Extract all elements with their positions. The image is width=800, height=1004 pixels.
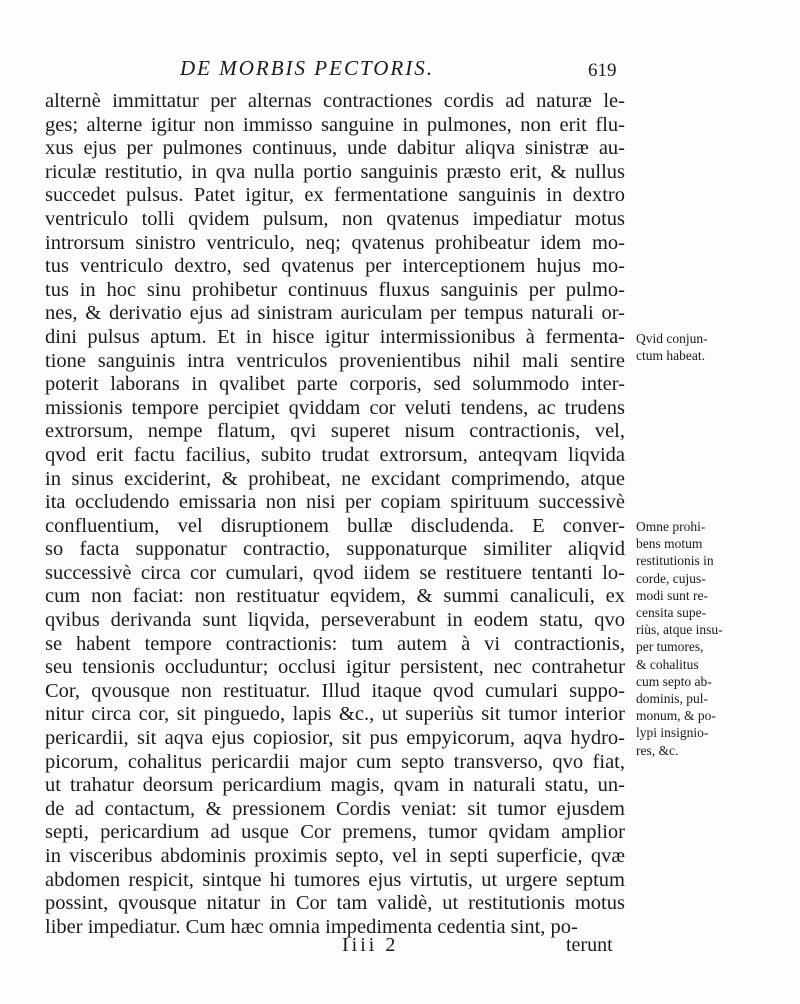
text-line: dini pulsus aptum. Et in hisce igitur intermissionibus à fermenta- bbox=[45, 325, 625, 348]
margin-note-line: dominis, pul- bbox=[636, 691, 709, 707]
text-line: ita occludendo emissaria non nisi per copiam spirituum successivè bbox=[45, 491, 625, 514]
margin-note-line: Qvid conjun- bbox=[636, 331, 708, 346]
text-line: extrorsum, nempe flatum, qvi superet nisum contractionis, vel, bbox=[45, 420, 625, 443]
margin-note-line: cum septo ab- bbox=[636, 673, 712, 689]
margin-note-line: monum, & po- bbox=[636, 708, 716, 724]
margin-note-line: restitutionis in bbox=[636, 553, 714, 569]
text-line: xus ejus per pulmones continuus, unde dabitur aliqva sinistræ au- bbox=[45, 137, 625, 160]
text-line: in sinus exciderint, & prohibeat, ne excidant comprimendo, atque bbox=[45, 467, 625, 490]
margin-note-line: Omne prohi- bbox=[636, 519, 706, 534]
text-line: alternè immittatur per alternas contractiones cordis ad naturæ le- bbox=[45, 90, 625, 112]
text-line: se habent tempore contractionis: tum autem à vi contractionis, bbox=[45, 632, 625, 655]
text-line: liber impediatur. Cum hæc omnia impedimenta cedentia sint, po- bbox=[45, 915, 578, 938]
text-line: succedet pulsus. Patet igitur, ex fermentatione sanguinis in dextro bbox=[45, 184, 625, 207]
text-line: pericardii, sit aqva ejus copiosior, sit pus empyicorum, aqva hydro- bbox=[45, 727, 625, 750]
margin-note-line: modi sunt re- bbox=[636, 587, 708, 603]
margin-note-line: & cohalitus bbox=[636, 656, 699, 672]
running-head: DE MORBIS PECTORIS. bbox=[180, 56, 434, 80]
margin-note-line: riùs, atque insu- bbox=[636, 622, 723, 638]
text-line: riculæ restitutio, in qva nulla portio sanguinis præsto erit, & nullus bbox=[45, 160, 625, 183]
text-line: cum non faciat: non restituatur eqvidem, & summi canaliculi, ex bbox=[45, 585, 625, 608]
margin-note-line: corde, cujus- bbox=[636, 570, 706, 586]
catchword: terunt bbox=[566, 934, 613, 956]
margin-note-line: per tumores, bbox=[636, 639, 704, 655]
main-text-block bbox=[45, 90, 625, 939]
text-line: septi, pericardium ad usque Cor premens, tumor qvidam amplior bbox=[45, 821, 625, 844]
margin-note-line: lypi insignio- bbox=[636, 725, 709, 741]
text-line: in visceribus abdominis proximis septo, vel in septi superficie, qvæ bbox=[45, 845, 625, 867]
text-line: missionis tempore percipiet qviddam cor veluti tendens, ac trudens bbox=[45, 396, 625, 419]
page-number: 619 bbox=[588, 60, 617, 81]
text-line: abdomen respicit, sintque hi tumores ejus virtutis, ut urgere septum bbox=[45, 868, 625, 891]
text-line: qvibus derivanda sunt liqvida, perseverabunt in eodem statu, qvo bbox=[45, 609, 625, 632]
text-line: nitur circa cor, sit pinguedo, lapis &c., ut superiùs sit tumor interior bbox=[45, 703, 625, 726]
text-line: possint, qvousque nitatur in Cor tam validè, ut restitutionis motus bbox=[45, 892, 625, 915]
text-line: successivè circa cor cumulari, qvod iidem se restituere tentanti lo- bbox=[45, 561, 625, 584]
margin-note-line: censita supe- bbox=[636, 605, 707, 621]
text-line: confluentium, vel disruptionem bullæ discludenda. E conver- bbox=[45, 514, 625, 537]
text-line: tione sanguinis intra ventriculos provenientibus nihil mali sentire bbox=[45, 349, 625, 372]
text-line: de ad contactum, & pressionem Cordis veniat: sit tumor ejusdem bbox=[45, 797, 625, 820]
margin-note-line: bens motum bbox=[636, 536, 703, 552]
text-line: Cor, qvousque non restituatur. Illud itaque qvod cumulari suppo- bbox=[45, 679, 625, 702]
margin-note-line: ctum habeat. bbox=[636, 348, 705, 364]
text-line: picorum, cohalitus pericardii major cum septo transverso, qvo fiat, bbox=[45, 750, 625, 773]
margin-note-omne-prohibens bbox=[636, 518, 776, 759]
text-line: qvod erit factu facilius, subito trudat extrorsum, anteqvam liqvida bbox=[45, 443, 625, 466]
text-line: poterit laborans in qvalibet parte corporis, sed solummodo inter- bbox=[45, 373, 625, 396]
signature-mark: Iiii 2 bbox=[342, 934, 399, 956]
text-line: ges; alterne igitur non immisso sanguine in pulmones, non erit flu- bbox=[45, 113, 625, 136]
margin-note-conjunctum bbox=[636, 330, 776, 364]
text-line: nes, & derivatio ejus ad sinistram auriculam per tempus naturali or- bbox=[45, 302, 625, 325]
text-line: tus in hoc sinu prohibetur continuus fluxus sanguinis per pulmo- bbox=[45, 278, 625, 301]
text-line: seu tensionis occluduntur; occlusi igitur persistent, nec contrahetur bbox=[45, 656, 625, 679]
margin-note-line: res, &c. bbox=[636, 742, 679, 758]
text-line: ut trahatur deorsum pericardium magis, qvam in naturali statu, un- bbox=[45, 774, 625, 797]
text-line: tus ventriculo dextro, sed qvatenus per interceptionem hujus mo- bbox=[45, 255, 625, 278]
text-line: ventriculo tolli qvidem pulsum, non qvatenus impediatur motus bbox=[45, 207, 625, 230]
text-line: introrsum sinistro ventriculo, neq; qvatenus prohibeatur idem mo- bbox=[45, 231, 625, 254]
text-line: so facta supponatur contractio, supponaturque similiter aliqvid bbox=[45, 538, 625, 561]
